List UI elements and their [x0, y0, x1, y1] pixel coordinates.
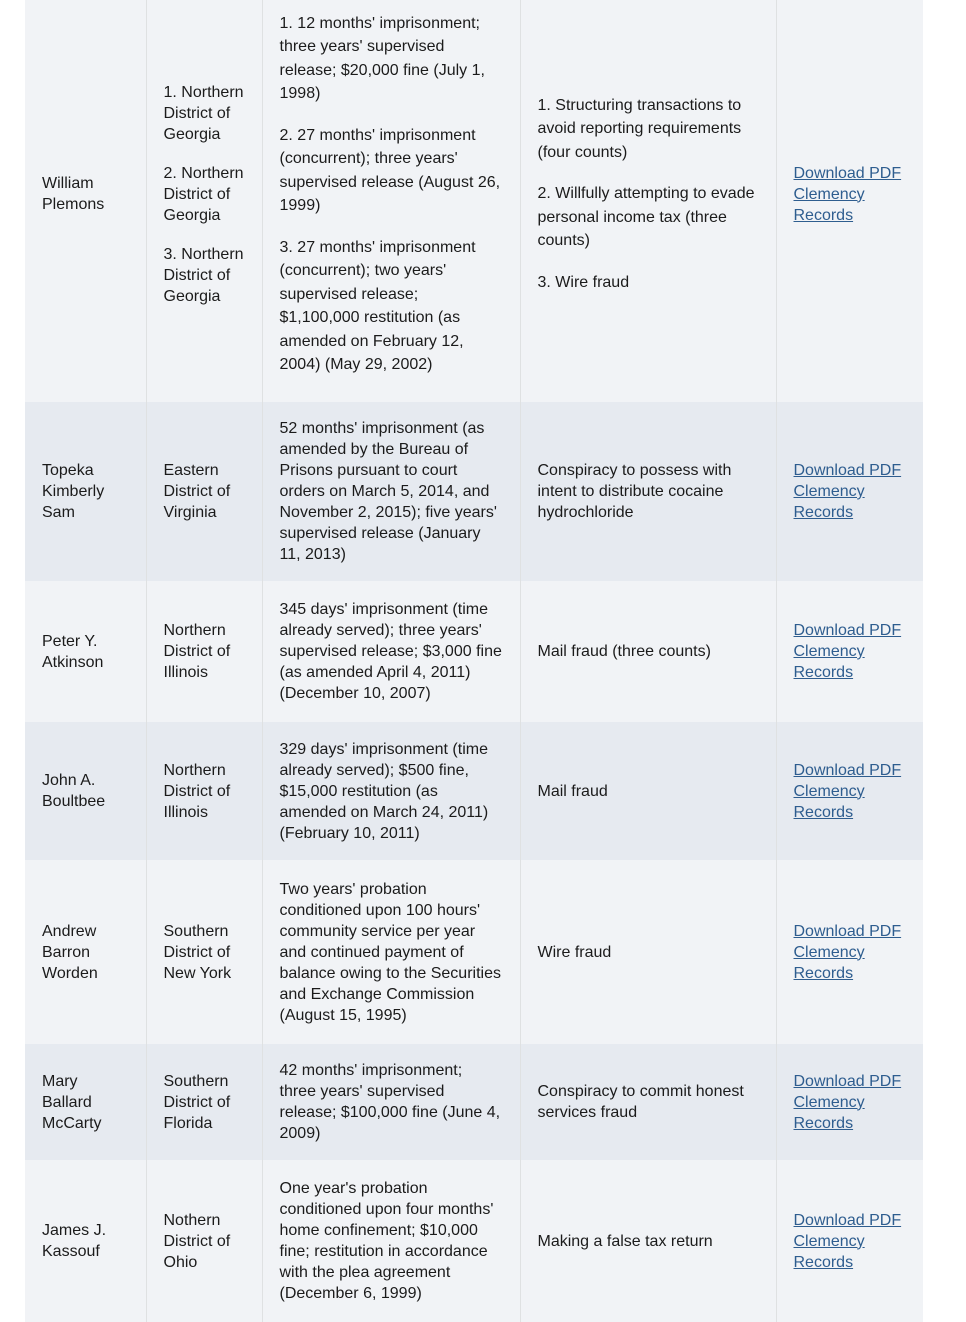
offense: Wire fraud	[520, 860, 776, 1044]
records-cell	[776, 581, 923, 722]
clemency-table	[25, 0, 923, 1322]
download-pdf-link[interactable]: Download PDF Clemency Records	[793, 164, 902, 224]
district: 1. Northern District of Georgia	[163, 83, 244, 143]
offense: 3. Wire fraud	[537, 273, 630, 291]
sentence: 1. 12 months' imprisonment; three years' supervised release; $20,000 fine (July 1, 1998)	[279, 14, 485, 102]
sentence: Two years' probation conditioned upon 100 hours' community service per year and continued payment of balance owing to the Securities and Exchange Commission (August 15, 1995)	[262, 860, 520, 1044]
recipient-name: Topeka Kimberly Sam	[25, 402, 146, 581]
records-cell	[776, 860, 923, 1044]
recipient-name: Mary Ballard McCarty	[25, 1044, 146, 1160]
download-pdf-link[interactable]: Download PDF Clemency Records	[793, 922, 902, 982]
district: Southern District of New York	[146, 860, 262, 1044]
sentence: 42 months' imprisonment; three years' supervised release; $100,000 fine (June 4, 2009)	[262, 1044, 520, 1160]
clemency-table-container	[25, 0, 923, 1322]
offense: 2. Willfully attempting to evade personal income tax (three counts)	[537, 185, 755, 250]
district: 3. Northern District of Georgia	[163, 245, 244, 305]
table-row	[25, 402, 923, 581]
offense: Conspiracy to possess with intent to distribute cocaine hydrochloride	[520, 402, 776, 581]
offense-cell	[520, 0, 776, 402]
records-cell	[776, 1160, 923, 1322]
district-cell	[146, 0, 262, 402]
table-row	[25, 1044, 923, 1160]
table-row	[25, 0, 923, 402]
sentence: One year's probation conditioned upon four months' home confinement; $10,000 fine; restitution in accordance with the plea agreement (December 6, 1999)	[262, 1160, 520, 1322]
sentence: 3. 27 months' imprisonment (concurrent); two years' supervised release; $1,100,000 restitution (as amended on February 12, 2004) (May 29, 2002)	[279, 238, 476, 373]
district: Southern District of Florida	[146, 1044, 262, 1160]
sentence: 52 months' imprisonment (as amended by the Bureau of Prisons pursuant to court orders on March 5, 2014, and November 2, 2015); five years' supervised release (January 11, 2013)	[262, 402, 520, 581]
district: 2. Northern District of Georgia	[163, 164, 244, 224]
records-cell	[776, 1044, 923, 1160]
offense: Mail fraud	[520, 722, 776, 860]
records-cell	[776, 722, 923, 860]
download-pdf-link[interactable]: Download PDF Clemency Records	[793, 462, 902, 521]
records-cell	[776, 402, 923, 581]
sentence: 345 days' imprisonment (time already served); three years' supervised release; $3,000 fine (as amended April 4, 2011) (December 10, 2007)	[262, 581, 520, 722]
offense: Conspiracy to commit honest services fraud	[520, 1044, 776, 1160]
offense: Mail fraud (three counts)	[520, 581, 776, 722]
district: Eastern District of Virginia	[146, 402, 262, 581]
table-row	[25, 722, 923, 860]
download-pdf-link[interactable]: Download PDF Clemency Records	[793, 622, 902, 681]
download-pdf-link[interactable]: Download PDF Clemency Records	[793, 761, 902, 821]
offense: Making a false tax return	[520, 1160, 776, 1322]
recipient-name: John A. Boultbee	[25, 722, 146, 860]
sentence: 2. 27 months' imprisonment (concurrent); three years' supervised release (August 26, 1999)	[279, 126, 501, 214]
records-cell	[776, 0, 923, 402]
table-row	[25, 860, 923, 1044]
table-row	[25, 1160, 923, 1322]
district: Northern District of Illinois	[146, 581, 262, 722]
district: Northern District of Illinois	[146, 722, 262, 860]
recipient-name: William Plemons	[25, 0, 146, 402]
recipient-name: James J. Kassouf	[25, 1160, 146, 1322]
download-pdf-link[interactable]: Download PDF Clemency Records	[793, 1072, 902, 1132]
table-row	[25, 581, 923, 722]
district: Nothern District of Ohio	[146, 1160, 262, 1322]
recipient-name: Andrew Barron Worden	[25, 860, 146, 1044]
sentence: 329 days' imprisonment (time already served); $500 fine, $15,000 restitution (as amended on March 24, 2011) (February 10, 2011)	[262, 722, 520, 860]
download-pdf-link[interactable]: Download PDF Clemency Records	[793, 1211, 902, 1271]
sentence-cell	[262, 0, 520, 402]
offense: 1. Structuring transactions to avoid reporting requirements (four counts)	[537, 96, 742, 161]
recipient-name: Peter Y. Atkinson	[25, 581, 146, 722]
